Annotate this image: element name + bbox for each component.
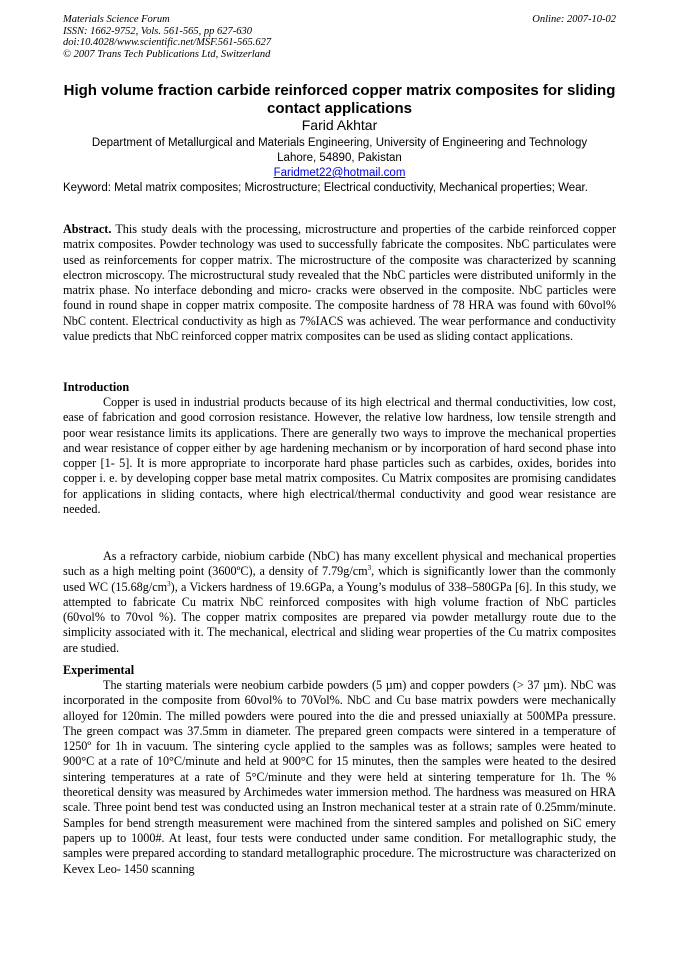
abstract-paragraph [63, 222, 616, 344]
issn-line: ISSN: 1662-9752, Vols. 561-565, pp 627-630 [63, 25, 252, 37]
abstract-text: This study deals with the processing, microstructure and properties of the carbide reinforced copper matrix composites. Powder technology was used to successfully fabricate the composites. NbC particulates were used as reinforcements for copper matrix. The microstructure of the composite was characterized by scanning electron microscopy. The microstructural study revealed that the NbC particles were distributed uniformly in the matrix phase. No interface debonding and micro- cracks were observed in the composite. NbC particles were found in round shape in copper matrix composite. The composite hardness of 78 HRA was found with 60vol% NbC content. Electrical conductivity as high as 7%IACS was achieved. The wear performance and conductivity value predicts that NbC reinforced copper matrix composites can be used as sliding contact applications. [63, 222, 616, 344]
online-date: Online: 2007-10-02 [532, 14, 616, 25]
author-name: Farid Akhtar [301, 117, 378, 133]
intro-p2-text-b: , which is significantly lower than the commonly used WC (15.68g/cm [63, 564, 616, 594]
experimental-heading: Experimental [63, 663, 135, 677]
introduction-paragraph-1: Copper is used in industrial products because of its high electrical and thermal conductivities, low cost, ease of fabrication and good corrosion resistance. However, the relative low hardness, low tensile strength and poor wear resistance limits its applications. There are generally two ways to improve the mechanical properties and wear resistance of copper either by age hardening mechanism or by incorporation of hard second phase into copper [1- 5]. It is more appropriate to incorporate hard phase particles such as carbides, oxides, borides into copper i. e. by developing copper base metal matrix composites. Cu Matrix composites are promising candidates for applications in sliding contacts, where high electrical/thermal conductivity and good wear resistance are needed. [63, 395, 616, 517]
introduction-heading: Introduction [63, 380, 130, 394]
intro-p2-text-a: As a refractory carbide, niobium carbide (NbC) has many excellent physical and mechanical properties such as a high melting point (3600ºC), a density of 7.79g/cm [63, 549, 616, 579]
affiliation-line-2: Lahore, 54890, Pakistan [277, 152, 402, 164]
abstract-label: Abstract. [63, 222, 112, 236]
superscript-3: 3 [367, 564, 372, 573]
superscript-3: 3 [167, 579, 171, 588]
affiliation [63, 136, 616, 181]
journal-header [63, 14, 616, 60]
journal-name: Materials Science Forum [63, 14, 170, 25]
doi-line: doi:10.4028/www.scientific.net/MSF.561-565.627 [63, 37, 272, 48]
paper-title: High volume fraction carbide reinforced copper matrix composites for sliding contact applications [63, 82, 616, 117]
introduction-paragraph-2 [63, 549, 616, 656]
intro-p2-text-c: ), a Vickers hardness of 19.6GPa, a Young’s modulus of 338–580GPa [6]. In this study, we attempted to fabricate Cu matrix NbC reinforced composites with high volume fraction of NbC particles (60vol% to 70vol %). The copper matrix composites are prepared via powder metallurgy route due to the simplicity associated with it. The mechanical, electrical and sliding wear properties of the Cu matrix composites are studied. [63, 579, 616, 655]
copyright-line: © 2007 Trans Tech Publications Ltd, Switzerland [63, 48, 271, 60]
author-email-link[interactable]: Faridmet22@hotmail.com [273, 167, 406, 179]
experimental-paragraph: The starting materials were neobium carbide powders (5 µm) and copper powders (> 37 µm). NbC was incorporated in the composite from 60vol% to 70Vol%. NbC and Cu base matrix powders were mechanically alloyed for 120min. The milled powders were poured into the die and pressed uniaxially at 500MPa pressure. The green compact was 37.5mm in diameter. The prepared green compacts were sintered in a temperature of 1250º for 1h in vacuum. The sintering cycle applied to the samples was as follows; samples were heated to 900°C at a rate of 10°C/minute and held at 900°C for 15 minutes, then the samples were heated to the desired sintering temperatures at a rate of 5°C/minute and they were held at sintering temperature for 1h. The % theoretical density was measured by Archimedes water immersion method. The hardness was measured on HRA scale. Three point bend test was conducted using an Instron mechanical tester at a strain rate of 0.25mm/minute. Samples for bend strength measurement were machined from the sintered samples and polished on SiC emery papers up to 1000#. At least, four tests were conducted under same condition. For metallographic study, the samples were prepared according to standard metallographic procedure. The microstructure was characterized on Kevex Leo- 1450 scanning [63, 678, 616, 876]
keywords: Keyword: Metal matrix composites; Microstructure; Electrical conductivity, Mechanical properties; Wear. [63, 182, 588, 194]
affiliation-line-1: Department of Metallurgical and Materials Engineering, University of Engineering and Technology [91, 137, 588, 149]
